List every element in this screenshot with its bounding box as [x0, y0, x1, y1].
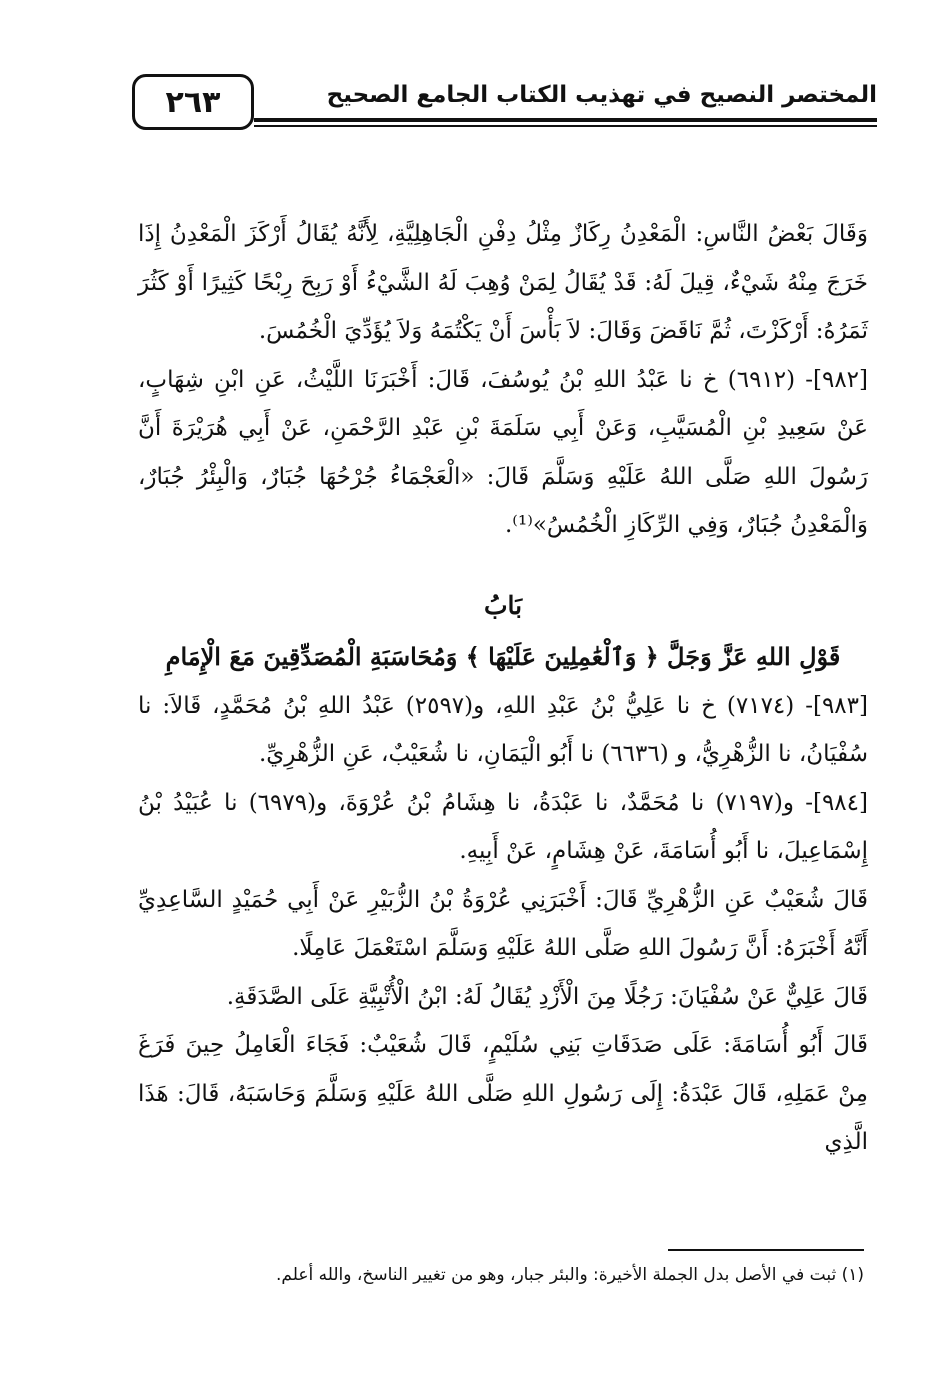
- hadith-982: [٩٨٢]- (٦٩١٢) خ نا عَبْدُ اللهِ بْنُ يُوسُفَ، قَالَ: أَخْبَرَنَا اللَّيْثُ، عَنِ ابْنِ شِهَابٍ، عَنْ سَعِيدِ بْنِ الْمُسَيَّبِ، وَعَنْ أَبِي سَلَمَةَ بْنِ عَبْدِ الرَّحْمَنِ، عَنْ أَبِي هُرَيْرَةَ أَنَّ رَسُولَ اللهِ صَلَّى اللهُ عَلَيْهِ وَسَلَّمَ قَالَ: «الْعَجْمَاءُ جُرْحُهَا جُبَارٌ، وَالْبِئْرُ جُبَارٌ، وَالْمَعْدِنُ جُبَارٌ، وَفِي الرِّكَازِ الْخُمُسُ»⁽¹⁾.: [138, 366, 869, 538]
- paragraph-shuayb: قَالَ شُعَيْبٌ عَنِ الزُّهْرِيِّ قَالَ: أَخْبَرَنِي عُرْوَةُ بْنُ الزُّبَيْرِ عَنْ أَبِي حُمَيْدٍ السَّاعِدِيِّ أَنَّهُ أَخْبَرَهُ: أَنَّ رَسُولَ اللهِ صَلَّى اللهُ عَلَيْهِ وَسَلَّمَ اسْتَعْمَلَ عَامِلًا.: [138, 886, 868, 961]
- main-text: [138, 210, 868, 1167]
- paragraph-abu-usama: قَالَ أَبُو أُسَامَةَ: عَلَى صَدَقَاتِ بَنِي سُلَيْمٍ، قَالَ شُعَيْبٌ: فَجَاءَ الْعَامِلُ حِينَ فَرَغَ مِنْ عَمَلِهِ، قَالَ عَبْدَةُ: إِلَى رَسُولِ اللهِ صَلَّى اللهُ عَلَيْهِ وَسَلَّمَ وَحَاسَبَهُ، قَالَ: هَذَا الَّذِي: [138, 1032, 868, 1155]
- hadith-984: [٩٨٤]- و(٧١٩٧) نا مُحَمَّدٌ، نا عَبْدَةُ، نا هِشَامُ بْنُ عُرْوَةَ، و(٦٩٧٩) نا عُبَيْدُ بْنُ إِسْمَاعِيلَ، نا أَبُو أُسَامَةَ، عَنْ هِشَامٍ، عَنْ أَبِيهِ.: [138, 789, 868, 864]
- header-rule: [254, 118, 877, 122]
- chapter-subtitle: قَوْلِ اللهِ عَزَّ وَجَلَّ ﴿ وَٱلْعَٰمِلِينَ عَلَيْهَا ﴾ وَمُحَاسَبَةِ الْمُصَدِّقِينَ مَعَ الْإِمَامِ: [165, 641, 841, 671]
- footnote-separator: [668, 1249, 864, 1251]
- paragraph-1: وَقَالَ بَعْضُ النَّاسِ: الْمَعْدِنُ رِكَازٌ مِثْلُ دِفْنِ الْجَاهِلِيَّةِ، لِأَنَّهُ يُقَالُ أَرْكَزَ الْمَعْدِنُ إِذَا خَرَجَ مِنْهُ شَيْءٌ، قِيلَ لَهُ: قَدْ يُقَالُ لِمَنْ وُهِبَ لَهُ الشَّيْءُ أَوْ رَبِحَ رِبْحًا كَثِيرًا أَوْ كَثُرَ ثَمَرُهُ: أَرْكَزْتَ، ثُمَّ نَاقَضَ وَقَالَ: لاَ بَأْسَ أَنْ يَكْتُمَهُ وَلاَ يُؤَدِّيَ الْخُمُسَ.: [138, 221, 868, 344]
- header-rule-thin: [254, 125, 877, 127]
- chapter-heading: بَابُ: [483, 590, 523, 620]
- page-header: [132, 72, 877, 138]
- hadith-983: [٩٨٣]- (٧١٧٤) خ نا عَلِيُّ بْنُ عَبْدِ اللهِ، و(٢٥٩٧) عَبْدُ اللهِ بْنُ مُحَمَّدٍ، قَالاَ: نا سُفْيَانُ، نا الزُّهْرِيُّ، و (٦٦٣٦) نا أَبُو الْيَمَانِ، نا شُعَيْبٌ، عَنِ الزُّهْرِيِّ.: [138, 692, 868, 767]
- footnote: (١) ثبت في الأصل بدل الجملة الأخيرة: والبئر جبار، وهو من تغيير الناسخ، والله أعلم.: [276, 1265, 864, 1285]
- page-number: ٢٦٣: [132, 74, 254, 130]
- running-title: المختصر النصيح في تهذيب الكتاب الجامع الصحيح: [326, 82, 877, 108]
- paragraph-ali: قَالَ عَلِيٌّ عَنْ سُفْيَانَ: رَجُلًا مِنَ الْأَزْدِ يُقَالُ لَهُ: ابْنُ الْأُتْبِيَّةِ عَلَى الصَّدَقَةِ.: [226, 983, 868, 1010]
